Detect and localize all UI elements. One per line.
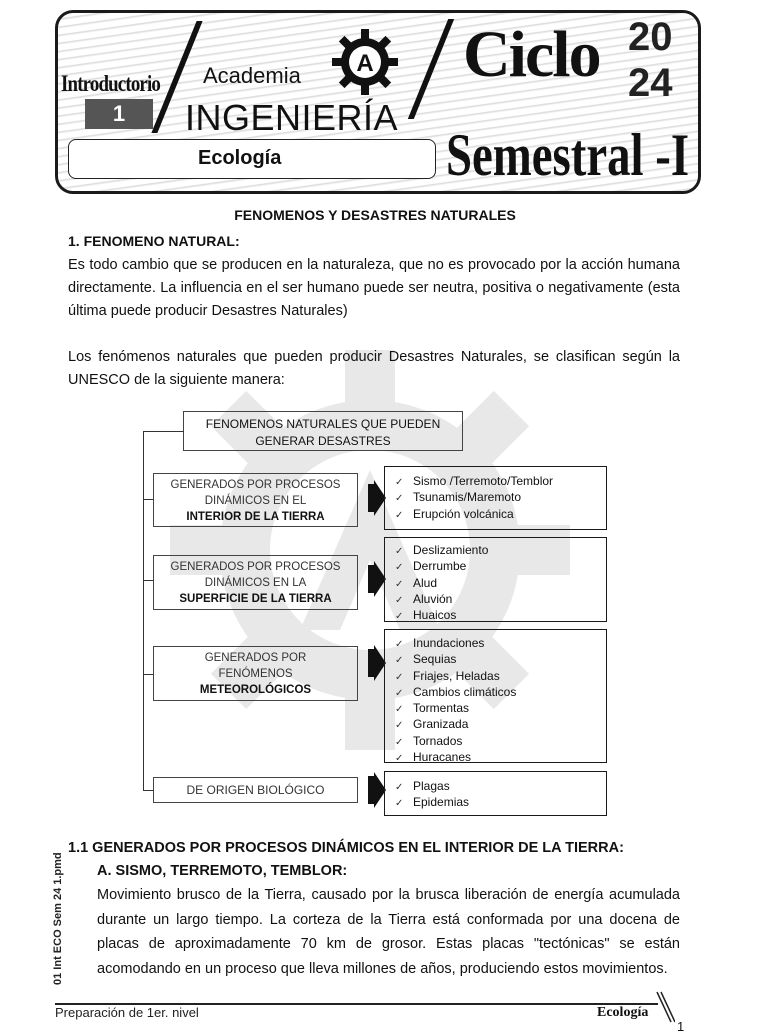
- check-icon: ✓: [395, 671, 404, 683]
- items-box-surface: [384, 537, 607, 622]
- list-item: ✓ Huaicos: [395, 608, 488, 624]
- check-icon: ✓: [395, 720, 404, 732]
- category-line: GENERADOS POR PROCESOS: [170, 479, 341, 491]
- category-line: DE ORIGEN BIOLÓGICO: [186, 783, 325, 797]
- check-icon: ✓: [395, 562, 404, 574]
- list-item: ✓ Erupción volcánica: [395, 507, 553, 523]
- check-icon: ✓: [395, 639, 404, 650]
- category-line-strong: SUPERFICIE DE LA TIERRA: [179, 593, 332, 605]
- list-item: ✓ Tormentas: [395, 701, 516, 717]
- check-icon: ✓: [395, 753, 404, 765]
- divider-slash: [408, 19, 454, 119]
- category-box-surface: [153, 555, 358, 610]
- check-icon: ✓: [395, 687, 404, 699]
- items-box-interior: [384, 466, 607, 530]
- connector-line: [143, 499, 153, 500]
- section1-paragraph: Es todo cambio que se producen en la naturaleza, que no es provocado por la acción humana directamente. La influencia en el ser humano puede ser neutra, positiva o negativamente (esta última puede producir Desastres Naturales): [68, 257, 680, 319]
- check-icon: ✓: [395, 477, 404, 488]
- category-box-interior: [153, 473, 358, 527]
- category-line-strong: INTERIOR DE LA TIERRA: [186, 511, 325, 523]
- list-item: ✓ Alud: [395, 576, 488, 592]
- list-item: ✓ Friajes, Heladas: [395, 669, 516, 685]
- check-icon: ✓: [395, 655, 404, 667]
- main-title: FENOMENOS Y DESASTRES NATURALES: [234, 207, 516, 223]
- check-icon: ✓: [395, 578, 404, 590]
- list-item: ✓ Tornados: [395, 734, 516, 750]
- connector-line: [143, 790, 153, 791]
- file-side-label: 01 Int ECO Sem 24 1.pmd: [52, 852, 64, 985]
- items-box-biological: [384, 771, 607, 816]
- check-icon: ✓: [395, 493, 404, 505]
- list-item: ✓ Deslizamiento: [395, 543, 488, 559]
- page-number: 1: [677, 1019, 685, 1034]
- section1-heading: 1. FENOMENO NATURAL:: [68, 233, 240, 249]
- list-item: ✓ Inundaciones: [395, 636, 516, 652]
- header-banner: [55, 10, 701, 194]
- check-icon: ✓: [395, 782, 404, 793]
- category-box-biological: [153, 777, 358, 803]
- academy-gear-logo-icon: [330, 27, 400, 97]
- list-item: ✓ Granizada: [395, 717, 516, 733]
- list-item: ✓ Epidemias: [395, 795, 469, 811]
- subject-label: Ecología: [198, 147, 282, 169]
- category-line: DINÁMICOS EN EL: [204, 495, 307, 507]
- footer-slash-icon: [655, 990, 675, 1024]
- section11-heading: 1.1 GENERADOS POR PROCESOS DINÁMICOS EN EL INTERIOR DE LA TIERRA:: [68, 840, 624, 856]
- ingenieria-label: INGENIERÍA: [185, 97, 399, 138]
- academia-label: Academia: [203, 63, 301, 88]
- category-line: GENERADOS POR: [204, 652, 307, 664]
- list-item: ✓ Tsunamis/Maremoto: [395, 490, 553, 506]
- connector-line: [143, 431, 184, 432]
- list-item: ✓ Plagas: [395, 779, 469, 795]
- check-icon: ✓: [395, 611, 404, 623]
- category-line-strong: METEOROLÓGICOS: [199, 684, 312, 696]
- category-box-meteorological: [153, 646, 358, 701]
- check-icon: ✓: [395, 509, 404, 521]
- year-bottom: 24: [628, 61, 673, 105]
- category-line: GENERADOS POR PROCESOS: [170, 561, 341, 573]
- footer-subject: Ecología: [597, 1005, 649, 1020]
- intro-label: Introductorio: [61, 71, 161, 96]
- connector-line: [143, 674, 153, 675]
- logo-letter: A: [356, 50, 374, 77]
- footer-left-text: Preparación de 1er. nivel: [55, 1005, 199, 1020]
- intro-number-badge: 1: [85, 99, 153, 129]
- section1-paragraph-2: Los fenómenos naturales que pueden producir Desastres Naturales, se clasifican según la UNESCO de la siguiente manera:: [68, 349, 680, 388]
- check-icon: ✓: [395, 704, 404, 716]
- connector-line: [143, 431, 144, 791]
- year-top: 20: [628, 15, 673, 59]
- list-item: ✓ Sismo /Terremoto/Temblor: [395, 474, 553, 490]
- list-item: ✓ Cambios climáticos: [395, 685, 516, 701]
- diagram-root-box: [183, 411, 463, 451]
- items-box-meteorological: [384, 629, 607, 763]
- check-icon: ✓: [395, 798, 404, 810]
- semestral-label: Semestral -I: [446, 122, 690, 188]
- category-line: FENÓMENOS: [218, 668, 293, 680]
- check-icon: ✓: [395, 546, 404, 557]
- category-line: DINÁMICOS EN LA: [204, 577, 307, 589]
- check-icon: ✓: [395, 736, 404, 748]
- connector-line: [143, 580, 153, 581]
- list-item: ✓ Huracanes: [395, 750, 516, 766]
- list-item: ✓ Sequias: [395, 652, 516, 668]
- ciclo-label: Ciclo: [463, 18, 600, 91]
- diagram-root-label: FENOMENOS NATURALES QUE PUEDEN GENERAR DESASTRES: [205, 417, 441, 448]
- list-item: ✓ Derrumbe: [395, 559, 488, 575]
- check-icon: ✓: [395, 594, 404, 606]
- section11-paragraph: Movimiento brusco de la Tierra, causado por la brusca liberación de energía acumulada durante un largo tiempo. La corteza de la Tierra está conformada por una docena de placas de aproximadamente 70 km de grosor. Estas placas "tectónicas" se están acomodando en un proceso que lleva millones de años, produciendo estos movimientos.: [97, 887, 680, 977]
- list-item: ✓ Aluvión: [395, 592, 488, 608]
- section11-subheading: A. SISMO, TERREMOTO, TEMBLOR:: [97, 863, 348, 879]
